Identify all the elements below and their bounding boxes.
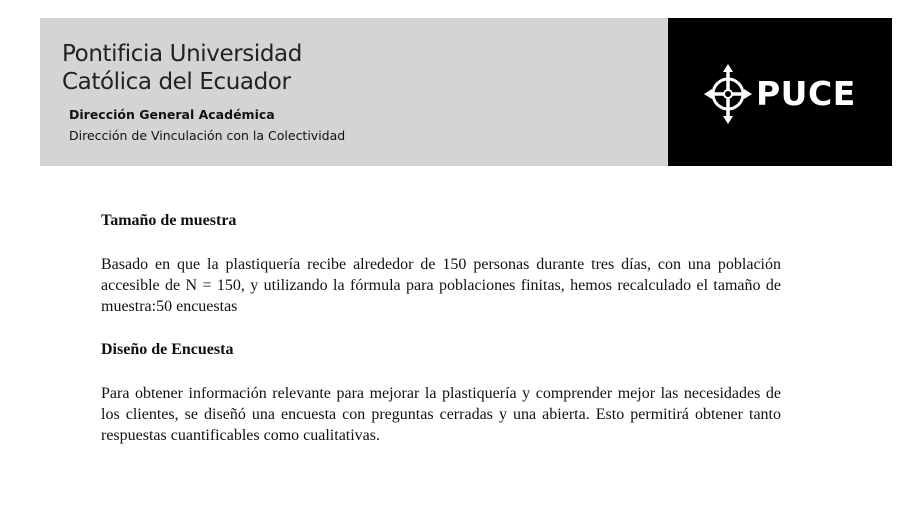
section-body-tamano-muestra: Basado en que la plastiquería recibe alrededor de 150 personas durante tres días, con una población accesible de N = 150, y utilizando la fórmula para poblaciones finitas, hemos recalculado el tamaño de muestra:50 encuestas — [101, 256, 781, 315]
section-title-tamano-muestra: Tamaño de muestra — [101, 212, 237, 229]
subdepartment-name: Dirección de Vinculación con la Colectividad — [69, 128, 346, 143]
puce-logo-text: PUCE — [756, 74, 856, 113]
department-name: Dirección General Académica — [69, 107, 275, 122]
header-logo-panel — [668, 18, 892, 166]
university-name-line-2: Católica del Ecuador — [62, 69, 291, 95]
puce-cross-emblem-icon — [704, 64, 752, 124]
document-header — [40, 18, 892, 166]
document-body — [101, 210, 781, 446]
section-title-diseno-encuesta: Diseño de Encuesta — [101, 341, 234, 358]
puce-logo — [704, 64, 864, 124]
university-name — [62, 40, 302, 96]
section-body-diseno-encuesta: Para obtener información relevante para mejorar la plastiquería y comprender mejor las necesidades de los clientes, se diseñó una encuesta con preguntas cerradas y una abierta. Esto permitirá obtener tanto respuestas cuantificables como cualitativas. — [101, 385, 781, 444]
header-institution-panel — [40, 18, 668, 166]
university-name-line-1: Pontificia Universidad — [62, 41, 302, 67]
